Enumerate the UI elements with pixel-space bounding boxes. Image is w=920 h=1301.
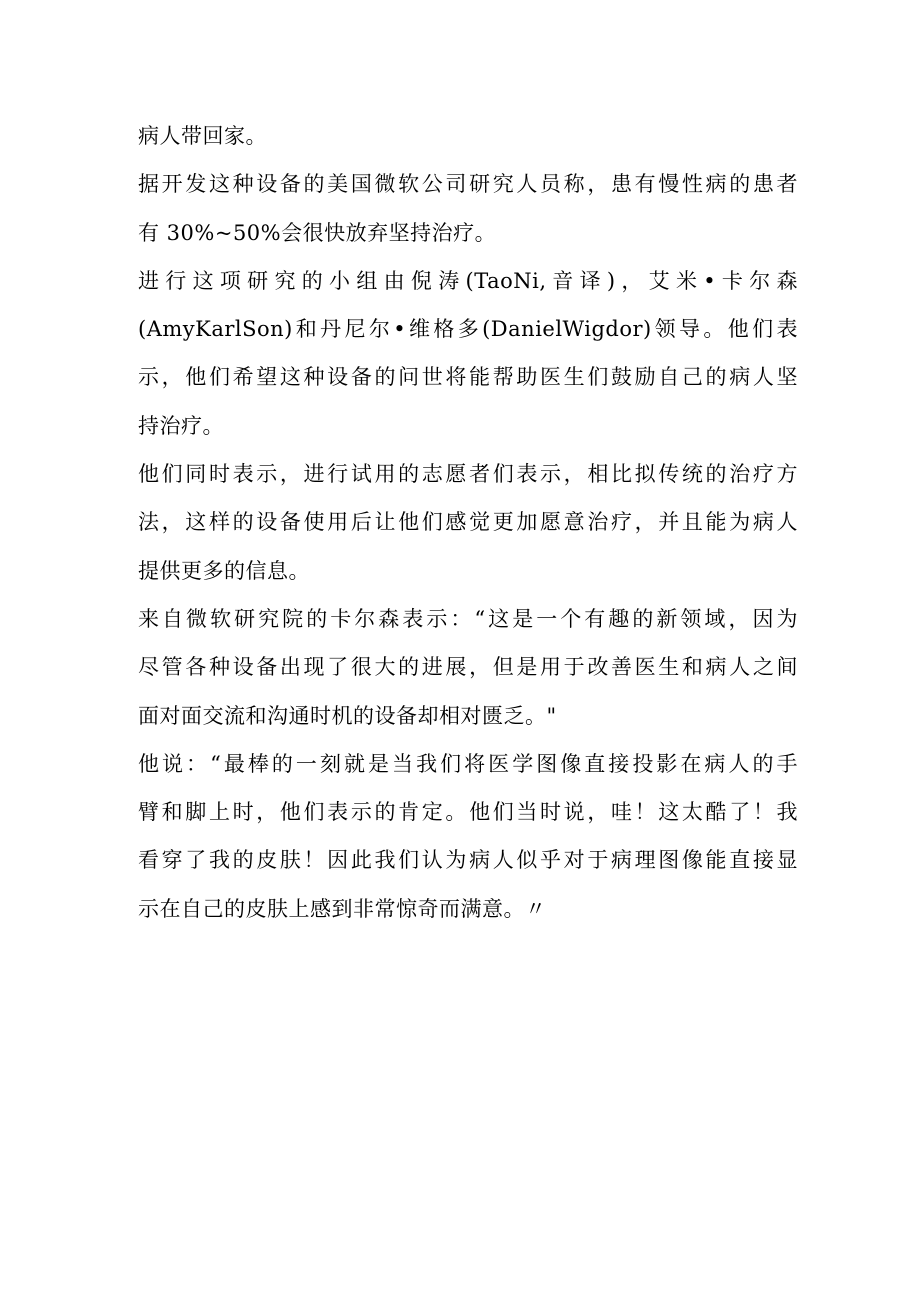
text-line: 法，这样的设备使用后让他们感觉更加愿意治疗，并且能为病人 [138,510,798,535]
text-line: 示，他们希望这种设备的问世将能帮助医生们鼓励自己的病人坚 [138,365,798,390]
text-line: 看穿了我的皮肤！因此我们认为病人似乎对于病理图像能直接显 [138,848,798,873]
text-line: 他说：“最棒的一刻就是当我们将医学图像直接投影在病人的手 [138,751,798,776]
text-line: 病人带回家。 [138,124,267,148]
text-line: 臂和脚上时，他们表示的肯定。他们当时说，哇！这太酷了！我 [138,800,798,825]
body-text [138,112,798,933]
text-line: 他们同时表示，进行试用的志愿者们表示，相比拟传统的治疗方 [138,462,798,487]
text-line: 持治疗。 [138,413,224,438]
text-line: 尽管各种设备出现了很大的进展，但是用于改善医生和病人之间 [138,655,798,680]
text-line: 据开发这种设备的美国微软公司研究人员称，患有慢性病的患者 [138,172,798,197]
text-line: (AmyKarlSon)和丹尼尔•维格多(DanielWigdor)领导。他们表 [138,317,798,342]
text-line: 进行这项研究的小组由倪涛(TaoNi,音译)，艾米•卡尔森 [138,268,798,293]
text-line: 面对面交流和沟通时机的设备却相对匮乏。" [138,703,557,728]
text-line: 示在自己的皮肤上感到非常惊奇而满意。〃 [138,896,547,921]
text-line: 有 30%~50%会很快放弃坚持治疗。 [138,220,497,245]
text-line: 提供更多的信息。 [138,558,310,583]
text-line: 来自微软研究院的卡尔森表示：“这是一个有趣的新领域，因为 [138,606,798,631]
